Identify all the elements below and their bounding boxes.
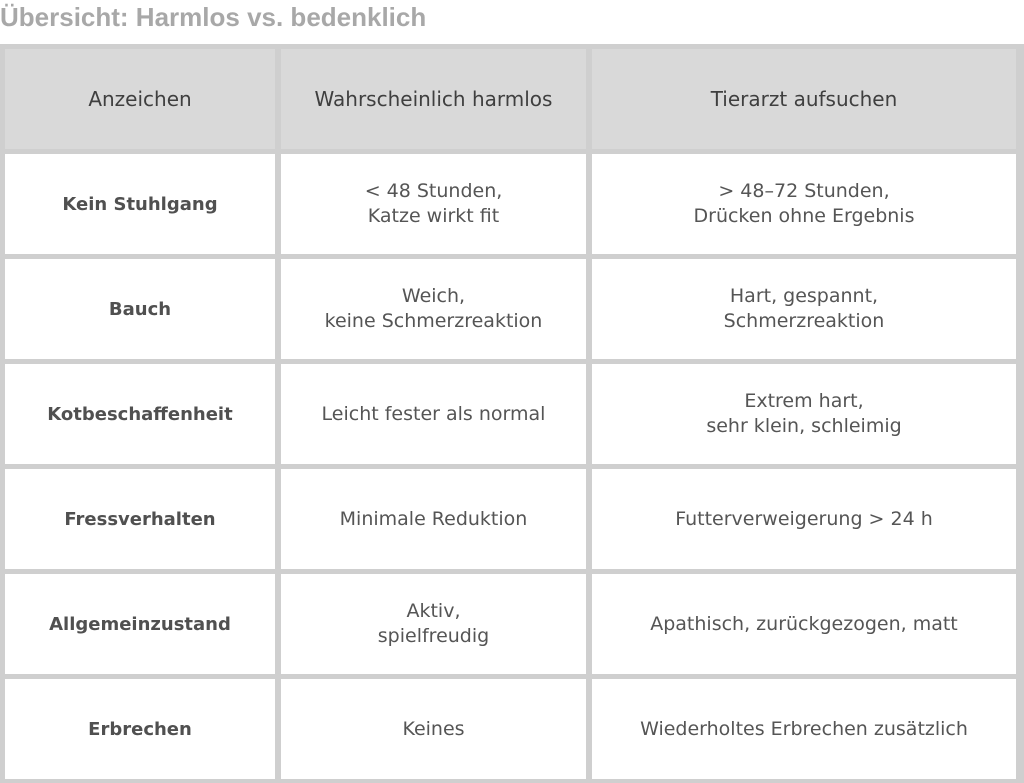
row-label-kotbeschaffenheit: Kotbeschaffenheit <box>5 364 275 464</box>
cell-harmless-allgemeinzustand: Aktiv, spielfreudig <box>281 574 586 674</box>
comparison-table <box>0 44 1024 783</box>
row-label-fressverhalten: Fressverhalten <box>5 469 275 569</box>
row-label-kein-stuhlgang: Kein Stuhlgang <box>5 154 275 254</box>
cell-harmless-bauch: Weich, keine Schmerzreaktion <box>281 259 586 359</box>
cell-vet-fressverhalten: Futterverweigerung > 24 h <box>592 469 1016 569</box>
cell-vet-bauch: Hart, gespannt, Schmerzreaktion <box>592 259 1016 359</box>
cell-vet-kein-stuhlgang: > 48–72 Stunden, Drücken ohne Ergebnis <box>592 154 1016 254</box>
cell-harmless-kotbeschaffenheit: Leicht fester als normal <box>281 364 586 464</box>
row-label-allgemeinzustand: Allgemeinzustand <box>5 574 275 674</box>
column-header-sign: Anzeichen <box>5 49 275 149</box>
cell-vet-erbrechen: Wiederholtes Erbrechen zusätzlich <box>592 679 1016 779</box>
cell-harmless-erbrechen: Keines <box>281 679 586 779</box>
row-label-bauch: Bauch <box>5 259 275 359</box>
cell-vet-kotbeschaffenheit: Extrem hart, sehr klein, schleimig <box>592 364 1016 464</box>
page-title: Übersicht: Harmlos vs. bedenklich <box>0 2 427 32</box>
column-header-vet: Tierarzt aufsuchen <box>592 49 1016 149</box>
cell-harmless-kein-stuhlgang: < 48 Stunden, Katze wirkt fit <box>281 154 586 254</box>
row-label-erbrechen: Erbrechen <box>5 679 275 779</box>
cell-vet-allgemeinzustand: Apathisch, zurückgezogen, matt <box>592 574 1016 674</box>
column-header-harmless: Wahrscheinlich harmlos <box>281 49 586 149</box>
cell-harmless-fressverhalten: Minimale Reduktion <box>281 469 586 569</box>
